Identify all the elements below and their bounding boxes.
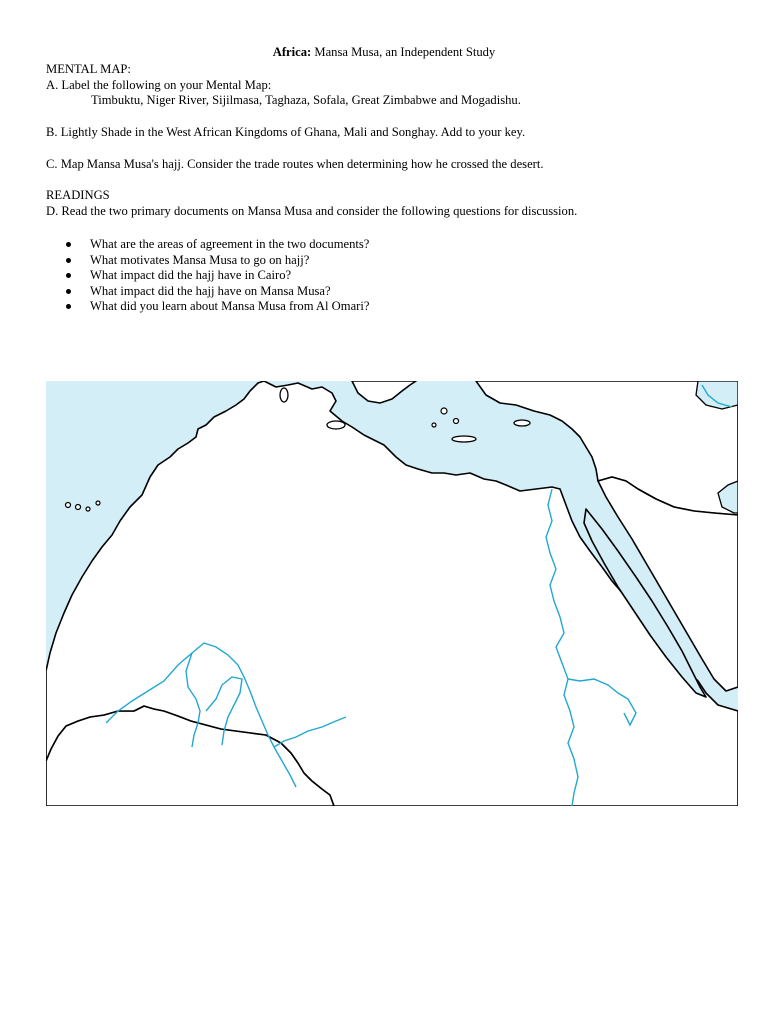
readings-heading: READINGS [46,188,110,202]
mental-map-heading: MENTAL MAP: [46,62,131,76]
island-canary-4 [96,501,100,505]
island-canary-2 [76,505,81,510]
bullet-icon [66,242,71,247]
island-canary-3 [86,507,90,511]
list-item: What impact did the hajj have on Mansa Musa? [46,284,369,300]
bullet-icon [66,289,71,294]
instruction-c: C. Map Mansa Musa's hajj. Consider the trade routes when determining how he crossed the desert. [46,157,544,171]
page-title [0,45,768,60]
island-aegean-1 [441,408,447,414]
title-bold: Africa: [272,45,312,59]
island-cyprus [514,420,530,426]
island-sicily [327,421,345,429]
island-aegean-3 [432,423,436,427]
list-item: What are the areas of agreement in the two documents? [46,237,369,253]
bullet-icon [66,304,71,309]
list-item: What motivates Mansa Musa to go on hajj? [46,253,369,269]
outline-map [46,381,738,806]
island-aegean-2 [454,419,459,424]
instruction-b: B. Lightly Shade in the West African Kingdoms of Ghana, Mali and Songhay. Add to your key. [46,125,526,139]
discussion-questions [46,237,369,315]
list-item: What impact did the hajj have in Cairo? [46,268,369,284]
bullet-icon [66,258,71,263]
island-sardinia [280,388,288,402]
instruction-d: D. Read the two primary documents on Mansa Musa and consider the following questions for discussion. [46,204,578,218]
island-canary-1 [66,503,71,508]
instruction-a: A. Label the following on your Mental Map: [46,78,272,92]
island-crete [452,436,476,442]
list-item: What did you learn about Mansa Musa from Al Omari? [46,299,369,315]
bullet-icon [66,273,71,278]
instruction-a-items: Timbuktu, Niger River, Sijilmasa, Taghaza, Sofala, Great Zimbabwe and Mogadishu. [91,93,521,107]
title-rest: Mansa Musa, an Independent Study [311,45,496,59]
